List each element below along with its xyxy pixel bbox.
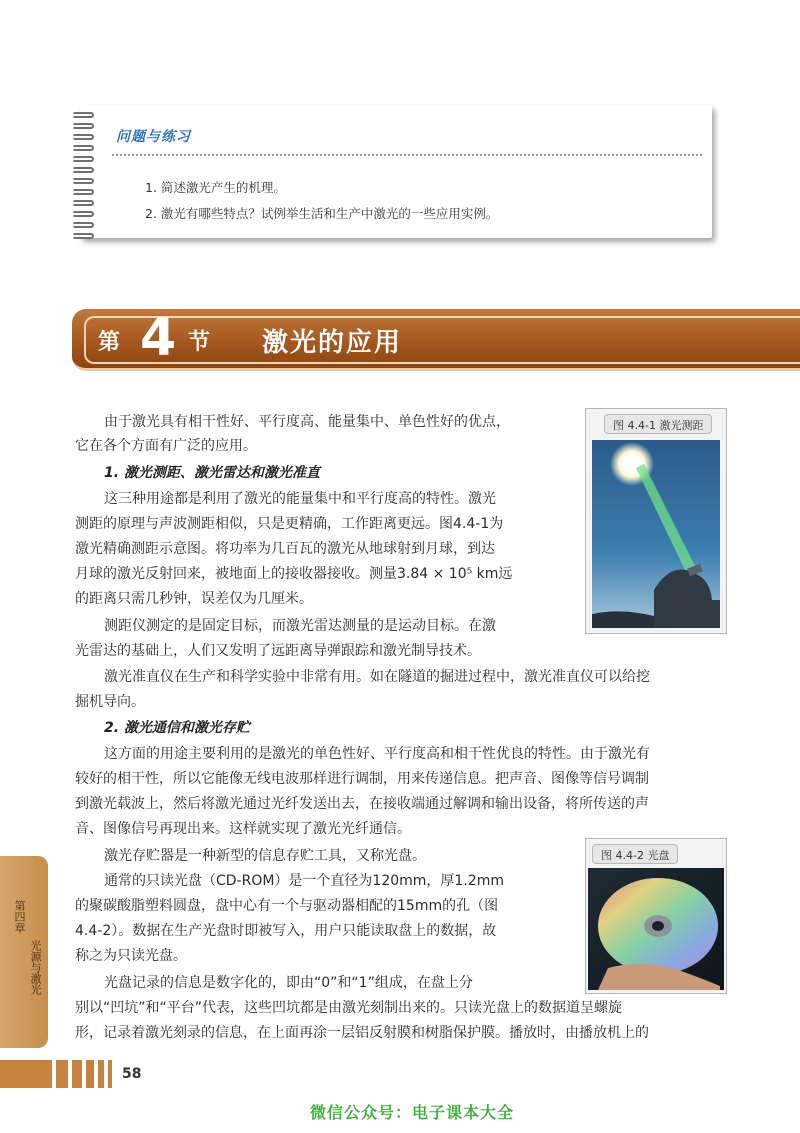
para3-line-1: 激光准直仪在生产和科学实验中非常有用。如在隧道的掘进过程中，激光准直仪可以给挖 <box>104 669 650 685</box>
para7-line-2: 别以“凹坑”和“平台”代表，这些凹坑都是由激光刻制出来的。只读光盘上的数据道呈螺旋 <box>75 1000 623 1016</box>
side-tab-chapter: 第四章 <box>13 900 26 933</box>
intro-line-2: 它在各个方面有广泛的应用。 <box>75 438 257 454</box>
para3-line-2: 掘机导向。 <box>75 694 145 710</box>
para1-line-5: 的距离只需几秒钟，误差仅为几厘米。 <box>75 591 313 607</box>
para1-line-2: 测距的原理与声波测距相似，只是更精确，工作距离更远。图4.4-1为 <box>75 516 504 532</box>
exercise-item-1: 1. 简述激光产生的机理。 <box>145 180 286 195</box>
heading-2: 2. 激光通信和激光存贮 <box>104 720 250 736</box>
page-number-strip <box>0 1060 115 1088</box>
optical-disc-image <box>588 868 724 990</box>
para1-line-1: 这三种用途都是利用了激光的能量集中和平行度高的特性。激光 <box>104 491 496 507</box>
para6-line-4: 称之为只读光盘。 <box>75 948 187 964</box>
para5-line-1: 激光存贮器是一种新型的信息存贮工具，又称光盘。 <box>104 848 426 864</box>
para2-line-1: 测距仪测定的是固定目标，而激光雷达测量的是运动目标。在激 <box>104 618 496 634</box>
para2-line-2: 光雷达的基础上，人们又发明了远距离导弹跟踪和激光制导技术。 <box>75 643 481 659</box>
para7-line-1: 光盘记录的信息是数字化的，即由“0”和“1”组成，在盘上分 <box>104 975 473 991</box>
page-number: 58 <box>122 1066 142 1082</box>
section-suffix: 节 <box>188 330 211 355</box>
para4-line-3: 到激光载波上，然后将激光通过光纤发送出去，在接收端通过解调和输出设备，将所传送的声 <box>75 796 649 812</box>
para1-line-3: 激光精确测距示意图。将功率为几百瓦的激光从地球射到月球，到达 <box>75 541 495 557</box>
para7-line-3: 形，记录着激光刻录的信息，在上面再涂一层铝反射膜和树脂保护膜。播放时，由播放机上的 <box>75 1025 649 1041</box>
para4-line-4: 音、图像信号再现出来。这样就实现了激光光纤通信。 <box>75 821 411 837</box>
para4-line-2: 较好的相干性，所以它能像无线电波那样进行调制，用来传递信息。把声音、图像等信号调制 <box>75 771 649 787</box>
exercise-item-2: 2. 激光有哪些特点？试例举生活和生产中激光的一些应用实例。 <box>145 206 499 221</box>
side-tab-subject: 光源与激光 <box>29 940 42 995</box>
para6-line-2: 的聚碳酸脂塑料圆盘，盘中心有一个与驱动器相配的15mm的孔（图 <box>75 898 499 914</box>
para4-line-1: 这方面的用途主要利用的是激光的单色性好、平行度高和相干性优良的特性。由于激光有 <box>104 746 650 762</box>
heading-1: 1. 激光测距、激光雷达和激光准直 <box>104 465 320 481</box>
section-prefix: 第 <box>98 330 121 355</box>
section-title: 激光的应用 <box>262 328 403 358</box>
figure-2-label: 图 4.4-2 光盘 <box>592 844 678 864</box>
intro-line-1: 由于激光具有相干性好、平行度高、能量集中、单色性好的优点， <box>104 414 510 430</box>
para6-line-1: 通常的只读光盘（CD-ROM）是一个直径为120mm，厚1.2mm <box>104 873 504 889</box>
para6-line-3: 4.4-2）。数据在生产光盘时即被写入，用户只能读取盘上的数据，故 <box>75 923 497 939</box>
exercise-title: 问题与练习 <box>116 129 191 145</box>
laser-ranging-image <box>592 440 720 628</box>
divider <box>112 154 702 156</box>
figure-1-label: 图 4.4-1 激光测距 <box>604 414 712 434</box>
para1-line-4: 月球的激光反射回来，被地面上的接收器接收。测量3.84 × 10⁵ km远 <box>75 566 513 582</box>
watermark: 微信公众号：电子课本大全 <box>310 1103 515 1122</box>
section-number: 4 <box>140 308 177 368</box>
spiral-binding-icon <box>72 112 94 242</box>
